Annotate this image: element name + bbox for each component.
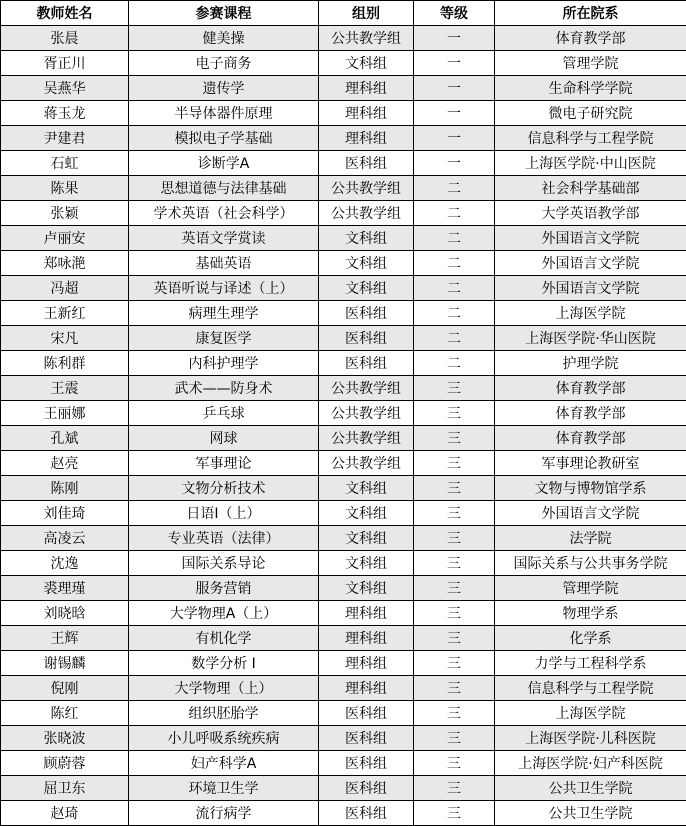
table-row [1,526,686,551]
cell-grade: 一 [414,26,495,51]
cell-department: 外国语言文学院 [495,276,686,301]
cell-group: 理科组 [319,126,414,151]
cell-group: 医科组 [319,701,414,726]
cell-grade: 三 [414,451,495,476]
cell-department: 体育教学部 [495,401,686,426]
table-row [1,76,686,101]
cell-teacher-name: 蒋玉龙 [1,101,129,126]
table-row [1,401,686,426]
cell-grade: 一 [414,126,495,151]
cell-grade: 三 [414,751,495,776]
cell-group: 医科组 [319,326,414,351]
cell-department: 上海医学院 [495,301,686,326]
cell-teacher-name: 宋凡 [1,326,129,351]
cell-department: 力学与工程科学系 [495,651,686,676]
cell-course: 服务营销 [129,576,319,601]
cell-group: 公共教学组 [319,401,414,426]
cell-grade: 三 [414,676,495,701]
cell-group: 理科组 [319,101,414,126]
cell-course: 数学分析 Ⅰ [129,651,319,676]
cell-group: 公共教学组 [319,426,414,451]
cell-grade: 三 [414,376,495,401]
cell-group: 文科组 [319,226,414,251]
cell-department: 体育教学部 [495,26,686,51]
cell-department: 信息科学与工程学院 [495,676,686,701]
cell-grade: 三 [414,701,495,726]
cell-group: 公共教学组 [319,451,414,476]
cell-grade: 一 [414,51,495,76]
cell-course: 乒乓球 [129,401,319,426]
cell-course: 英语文学赏读 [129,226,319,251]
cell-teacher-name: 陈果 [1,176,129,201]
table-row [1,626,686,651]
cell-group: 医科组 [319,776,414,801]
cell-teacher-name: 孔斌 [1,426,129,451]
table-row [1,251,686,276]
cell-department: 微电子研究院 [495,101,686,126]
cell-department: 上海医学院·华山医院 [495,326,686,351]
header-department: 所在院系 [495,1,686,26]
table-row [1,676,686,701]
table-row [1,576,686,601]
cell-teacher-name: 王丽娜 [1,401,129,426]
cell-course: 大学物理（上） [129,676,319,701]
cell-teacher-name: 王震 [1,376,129,401]
cell-department: 管理学院 [495,576,686,601]
cell-teacher-name: 沈逸 [1,551,129,576]
cell-course: 内科护理学 [129,351,319,376]
cell-grade: 三 [414,801,495,826]
cell-teacher-name: 陈利群 [1,351,129,376]
cell-group: 公共教学组 [319,201,414,226]
cell-department: 生命科学学院 [495,76,686,101]
cell-course: 武术——防身术 [129,376,319,401]
cell-grade: 二 [414,276,495,301]
cell-teacher-name: 石虹 [1,151,129,176]
cell-grade: 三 [414,626,495,651]
cell-teacher-name: 王新红 [1,301,129,326]
cell-teacher-name: 郑咏滟 [1,251,129,276]
cell-teacher-name: 张颖 [1,201,129,226]
table-row [1,776,686,801]
table-header [1,1,686,26]
cell-teacher-name: 胥正川 [1,51,129,76]
table-row [1,126,686,151]
table-row [1,751,686,776]
cell-course: 大学物理A（上） [129,601,319,626]
cell-department: 护理学院 [495,351,686,376]
cell-course: 英语听说与译述（上） [129,276,319,301]
cell-course: 病理生理学 [129,301,319,326]
cell-group: 文科组 [319,51,414,76]
cell-department: 体育教学部 [495,376,686,401]
cell-group: 文科组 [319,501,414,526]
cell-teacher-name: 王辉 [1,626,129,651]
cell-course: 诊断学A [129,151,319,176]
cell-grade: 二 [414,176,495,201]
cell-course: 网球 [129,426,319,451]
table-row [1,601,686,626]
cell-group: 医科组 [319,801,414,826]
cell-grade: 二 [414,326,495,351]
cell-course: 专业英语（法律） [129,526,319,551]
cell-grade: 一 [414,151,495,176]
cell-grade: 三 [414,401,495,426]
cell-teacher-name: 高凌云 [1,526,129,551]
table-row [1,426,686,451]
table-row [1,351,686,376]
header-teacher-name: 教师姓名 [1,1,129,26]
cell-course: 妇产科学A [129,751,319,776]
cell-teacher-name: 刘佳琦 [1,501,129,526]
cell-grade: 三 [414,476,495,501]
table-row [1,801,686,826]
cell-group: 公共教学组 [319,376,414,401]
cell-department: 上海医学院·中山医院 [495,151,686,176]
header-row [1,1,686,26]
table-row [1,476,686,501]
table-row [1,326,686,351]
cell-department: 上海医学院·儿科医院 [495,726,686,751]
cell-grade: 三 [414,426,495,451]
header-grade: 等级 [414,1,495,26]
cell-group: 文科组 [319,576,414,601]
cell-group: 文科组 [319,551,414,576]
cell-group: 理科组 [319,76,414,101]
cell-group: 医科组 [319,301,414,326]
table-row [1,701,686,726]
cell-course: 康复医学 [129,326,319,351]
cell-teacher-name: 谢锡麟 [1,651,129,676]
cell-department: 国际关系与公共事务学院 [495,551,686,576]
cell-group: 文科组 [319,276,414,301]
cell-department: 社会科学基础部 [495,176,686,201]
cell-department: 军事理论教研室 [495,451,686,476]
cell-group: 医科组 [319,151,414,176]
cell-group: 医科组 [319,351,414,376]
cell-department: 体育教学部 [495,426,686,451]
cell-teacher-name: 陈刚 [1,476,129,501]
cell-department: 法学院 [495,526,686,551]
cell-department: 管理学院 [495,51,686,76]
cell-course: 国际关系导论 [129,551,319,576]
cell-department: 外国语言文学院 [495,501,686,526]
cell-department: 物理学系 [495,601,686,626]
cell-grade: 三 [414,501,495,526]
cell-grade: 三 [414,651,495,676]
cell-grade: 二 [414,226,495,251]
cell-grade: 二 [414,301,495,326]
cell-group: 理科组 [319,601,414,626]
cell-department: 外国语言文学院 [495,251,686,276]
cell-department: 信息科学与工程学院 [495,126,686,151]
cell-teacher-name: 吴燕华 [1,76,129,101]
cell-course: 组织胚胎学 [129,701,319,726]
cell-course: 日语Ⅰ（上） [129,501,319,526]
cell-course: 学术英语（社会科学） [129,201,319,226]
cell-course: 遗传学 [129,76,319,101]
cell-department: 上海医学院 [495,701,686,726]
cell-grade: 二 [414,251,495,276]
cell-course: 流行病学 [129,801,319,826]
cell-teacher-name: 倪刚 [1,676,129,701]
header-group: 组别 [319,1,414,26]
cell-group: 理科组 [319,626,414,651]
cell-grade: 三 [414,551,495,576]
cell-course: 电子商务 [129,51,319,76]
cell-department: 公共卫生学院 [495,776,686,801]
cell-group: 文科组 [319,251,414,276]
table-row [1,101,686,126]
cell-teacher-name: 尹建君 [1,126,129,151]
cell-course: 军事理论 [129,451,319,476]
cell-teacher-name: 张晨 [1,26,129,51]
table-row [1,551,686,576]
cell-teacher-name: 冯超 [1,276,129,301]
cell-grade: 三 [414,576,495,601]
cell-course: 小儿呼吸系统疾病 [129,726,319,751]
cell-group: 医科组 [319,726,414,751]
table-row [1,226,686,251]
cell-teacher-name: 屈卫东 [1,776,129,801]
header-course: 参赛课程 [129,1,319,26]
cell-course: 环境卫生学 [129,776,319,801]
cell-course: 文物分析技术 [129,476,319,501]
cell-grade: 二 [414,351,495,376]
cell-teacher-name: 赵亮 [1,451,129,476]
table-row [1,176,686,201]
cell-department: 大学英语教学部 [495,201,686,226]
cell-grade: 一 [414,101,495,126]
cell-department: 上海医学院·妇产科医院 [495,751,686,776]
table-row [1,301,686,326]
cell-group: 文科组 [319,476,414,501]
cell-course: 半导体器件原理 [129,101,319,126]
cell-group: 理科组 [319,651,414,676]
cell-course: 基础英语 [129,251,319,276]
table-row [1,726,686,751]
cell-grade: 一 [414,76,495,101]
cell-group: 文科组 [319,526,414,551]
table-row [1,276,686,301]
table-row [1,51,686,76]
cell-course: 思想道德与法律基础 [129,176,319,201]
cell-teacher-name: 陈红 [1,701,129,726]
table-row [1,26,686,51]
cell-teacher-name: 张晓波 [1,726,129,751]
cell-department: 外国语言文学院 [495,226,686,251]
cell-teacher-name: 裘理瑾 [1,576,129,601]
cell-course: 模拟电子学基础 [129,126,319,151]
cell-teacher-name: 卢丽安 [1,226,129,251]
table-row [1,201,686,226]
cell-grade: 三 [414,601,495,626]
table-row [1,651,686,676]
cell-group: 公共教学组 [319,176,414,201]
cell-grade: 三 [414,776,495,801]
cell-department: 化学系 [495,626,686,651]
cell-teacher-name: 顾蔚蓉 [1,751,129,776]
cell-department: 公共卫生学院 [495,801,686,826]
cell-grade: 三 [414,726,495,751]
cell-course: 有机化学 [129,626,319,651]
cell-teacher-name: 赵琦 [1,801,129,826]
cell-teacher-name: 刘晓晗 [1,601,129,626]
table-row [1,151,686,176]
cell-group: 公共教学组 [319,26,414,51]
cell-department: 文物与博物馆学系 [495,476,686,501]
table-body [1,26,686,826]
cell-group: 理科组 [319,676,414,701]
table-row [1,376,686,401]
cell-grade: 二 [414,201,495,226]
table-row [1,451,686,476]
cell-grade: 三 [414,526,495,551]
cell-group: 医科组 [319,751,414,776]
cell-course: 健美操 [129,26,319,51]
table-row [1,501,686,526]
